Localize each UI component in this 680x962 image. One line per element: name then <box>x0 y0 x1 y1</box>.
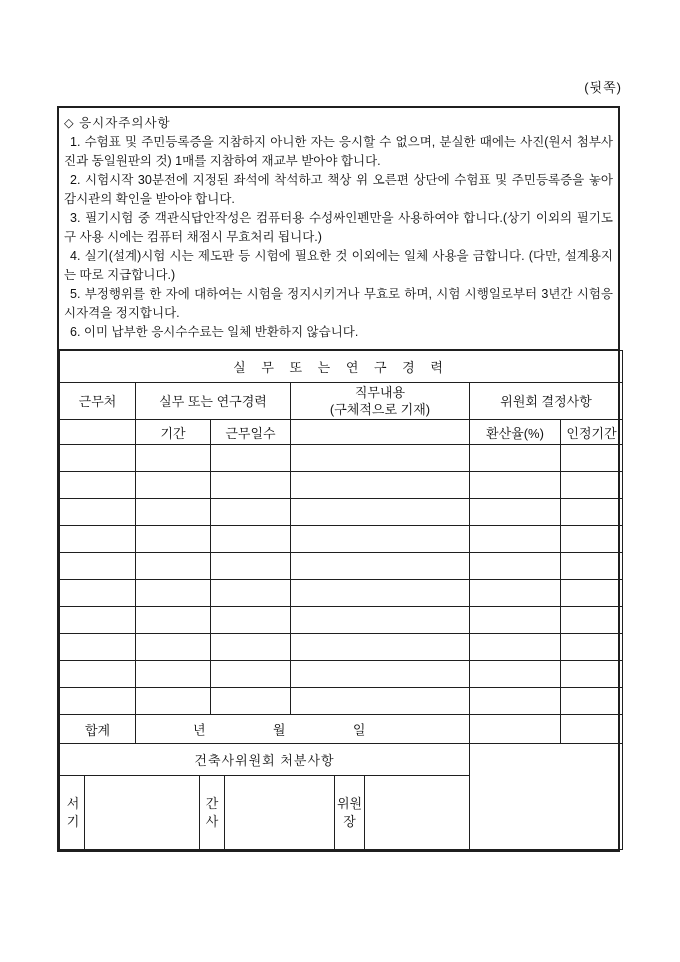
empty-cell <box>291 445 470 472</box>
empty-cell <box>136 526 211 553</box>
empty-cell <box>561 499 623 526</box>
empty-cell <box>136 472 211 499</box>
chairman-label: 위원장 <box>335 776 365 849</box>
notice-item-5: 5. 부정행위를 한 자에 대하여는 시험을 정지시키거나 무효로 하며, 시험 시행일로부터 3년간 시험응시자격을 정지합니다. <box>64 287 613 320</box>
empty-cell <box>211 553 291 580</box>
empty-cell <box>60 580 136 607</box>
col-header-committee-group: 위원회 결정사항 <box>470 383 623 420</box>
empty-experience-row <box>60 526 623 553</box>
experience-table <box>59 350 623 850</box>
col-header-duties-line2: (구체적으로 기재) <box>329 402 431 417</box>
empty-cell <box>60 607 136 634</box>
secretary-signature-field <box>85 776 200 849</box>
empty-cell <box>60 634 136 661</box>
empty-cell <box>136 661 211 688</box>
empty-cell <box>60 688 136 715</box>
empty-cell <box>211 472 291 499</box>
notice-item-6: 6. 이미 납부한 응시수수료는 일체 반환하지 않습니다. <box>70 325 359 339</box>
subheader-workplace-empty-cell <box>60 420 136 445</box>
manager-signature-field <box>225 776 335 849</box>
col-header-workdays: 근무일수 <box>211 420 291 445</box>
empty-cell <box>561 688 623 715</box>
empty-cell <box>470 607 561 634</box>
table-subheader-row <box>60 420 623 445</box>
notice-item-3: 3. 필기시험 중 객관식답안작성은 컴퓨터용 수성싸인펜만을 사용하여야 합니다.(상기 이외의 필기도구 사용 시에는 컴퓨터 채점시 무효처리 됩니다.) <box>64 211 613 244</box>
notice-item-2: 2. 시험시작 30분전에 지정된 좌석에 착석하고 책상 위 오른편 상단에 수험표 및 주민등록증을 놓아 감시관의 확인을 받아야 합니다. <box>64 173 613 206</box>
empty-cell <box>60 661 136 688</box>
empty-cell <box>291 634 470 661</box>
empty-experience-row <box>60 553 623 580</box>
col-header-period: 기간 <box>136 420 211 445</box>
empty-cell <box>60 553 136 580</box>
empty-cell <box>211 661 291 688</box>
table-title: 실 무 또 는 연 구 경 력 <box>60 351 623 383</box>
empty-cell <box>470 688 561 715</box>
table-title-row <box>60 351 623 383</box>
empty-cell <box>211 499 291 526</box>
total-recognized-period-cell <box>561 715 623 744</box>
empty-cell <box>136 499 211 526</box>
empty-cell <box>291 688 470 715</box>
committee-decision-field <box>470 744 623 850</box>
manager-label: 간사 <box>200 776 225 849</box>
empty-cell <box>211 580 291 607</box>
page-side-label: (뒷쪽) <box>584 80 622 95</box>
empty-cell <box>60 526 136 553</box>
chairman-signature-field <box>365 776 467 849</box>
empty-cell <box>470 553 561 580</box>
empty-cell <box>470 634 561 661</box>
empty-cell <box>291 607 470 634</box>
empty-cell <box>136 553 211 580</box>
empty-cell <box>291 472 470 499</box>
empty-cell <box>291 580 470 607</box>
empty-cell <box>60 472 136 499</box>
secretary-label: 서기 <box>62 776 85 849</box>
empty-cell <box>136 634 211 661</box>
empty-cell <box>470 661 561 688</box>
empty-experience-row <box>60 607 623 634</box>
notice-item-1: 1. 수험표 및 주민등록증을 지참하지 아니한 자는 응시할 수 없으며, 분실한 때에는 사진(원서 첨부사진과 동일원판의 것) 1매를 지참하여 재교부 받아야 합니다. <box>64 135 613 168</box>
total-day-label: 일 <box>352 722 366 738</box>
empty-cell <box>211 445 291 472</box>
empty-cell <box>561 472 623 499</box>
empty-experience-row <box>60 688 623 715</box>
col-header-duties <box>291 383 470 420</box>
empty-cell <box>211 526 291 553</box>
empty-experience-row <box>60 445 623 472</box>
empty-cell <box>561 607 623 634</box>
empty-cell <box>561 526 623 553</box>
notice-section <box>59 108 618 350</box>
empty-cell <box>561 580 623 607</box>
total-label: 합계 <box>60 715 136 744</box>
col-header-workplace: 근무처 <box>60 383 136 420</box>
total-year-label: 년 <box>192 722 206 738</box>
empty-cell <box>470 580 561 607</box>
signature-cell <box>60 776 470 850</box>
empty-experience-row <box>60 472 623 499</box>
empty-cell <box>470 472 561 499</box>
empty-cell <box>291 553 470 580</box>
notice-title: ◇ 응시자주의사항 <box>64 116 171 130</box>
empty-experience-row <box>60 634 623 661</box>
total-month-label: 월 <box>272 722 286 738</box>
empty-experience-row <box>60 580 623 607</box>
empty-cell <box>561 553 623 580</box>
empty-cell <box>291 499 470 526</box>
empty-cell <box>470 526 561 553</box>
notice-item-4: 4. 실기(설계)시험 시는 제도판 등 시험에 필요한 것 이외에는 일체 사용을 금합니다. (다만, 설계용지는 따로 지급합니다.) <box>64 249 613 282</box>
empty-cell <box>291 526 470 553</box>
col-header-experience-group: 실무 또는 연구경력 <box>136 383 291 420</box>
disposition-title: 건축사위원회 처분사항 <box>60 744 470 776</box>
form-box <box>57 106 620 852</box>
empty-experience-row <box>60 499 623 526</box>
empty-cell <box>561 445 623 472</box>
empty-cell <box>60 445 136 472</box>
disposition-title-row <box>60 744 623 776</box>
empty-cell <box>211 688 291 715</box>
empty-cell <box>470 499 561 526</box>
empty-cell <box>561 634 623 661</box>
empty-cell <box>136 580 211 607</box>
empty-cell <box>136 688 211 715</box>
signature-strip <box>62 776 467 849</box>
table-header-row <box>60 383 623 420</box>
col-header-conversion-rate: 환산율(%) <box>470 420 561 445</box>
col-header-duties-line1: 직무내용 <box>354 385 406 400</box>
empty-cell <box>136 445 211 472</box>
empty-cell <box>291 661 470 688</box>
col-header-recognized-period: 인정기간 <box>561 420 623 445</box>
total-ymd-cell <box>136 715 470 744</box>
empty-experience-row <box>60 661 623 688</box>
empty-cell <box>211 607 291 634</box>
empty-cell <box>136 607 211 634</box>
subheader-duties-empty-cell <box>291 420 470 445</box>
experience-empty-rows <box>60 445 623 715</box>
empty-cell <box>60 499 136 526</box>
total-row <box>60 715 623 744</box>
empty-cell <box>470 445 561 472</box>
empty-cell <box>561 661 623 688</box>
empty-cell <box>211 634 291 661</box>
total-conversion-cell <box>470 715 561 744</box>
